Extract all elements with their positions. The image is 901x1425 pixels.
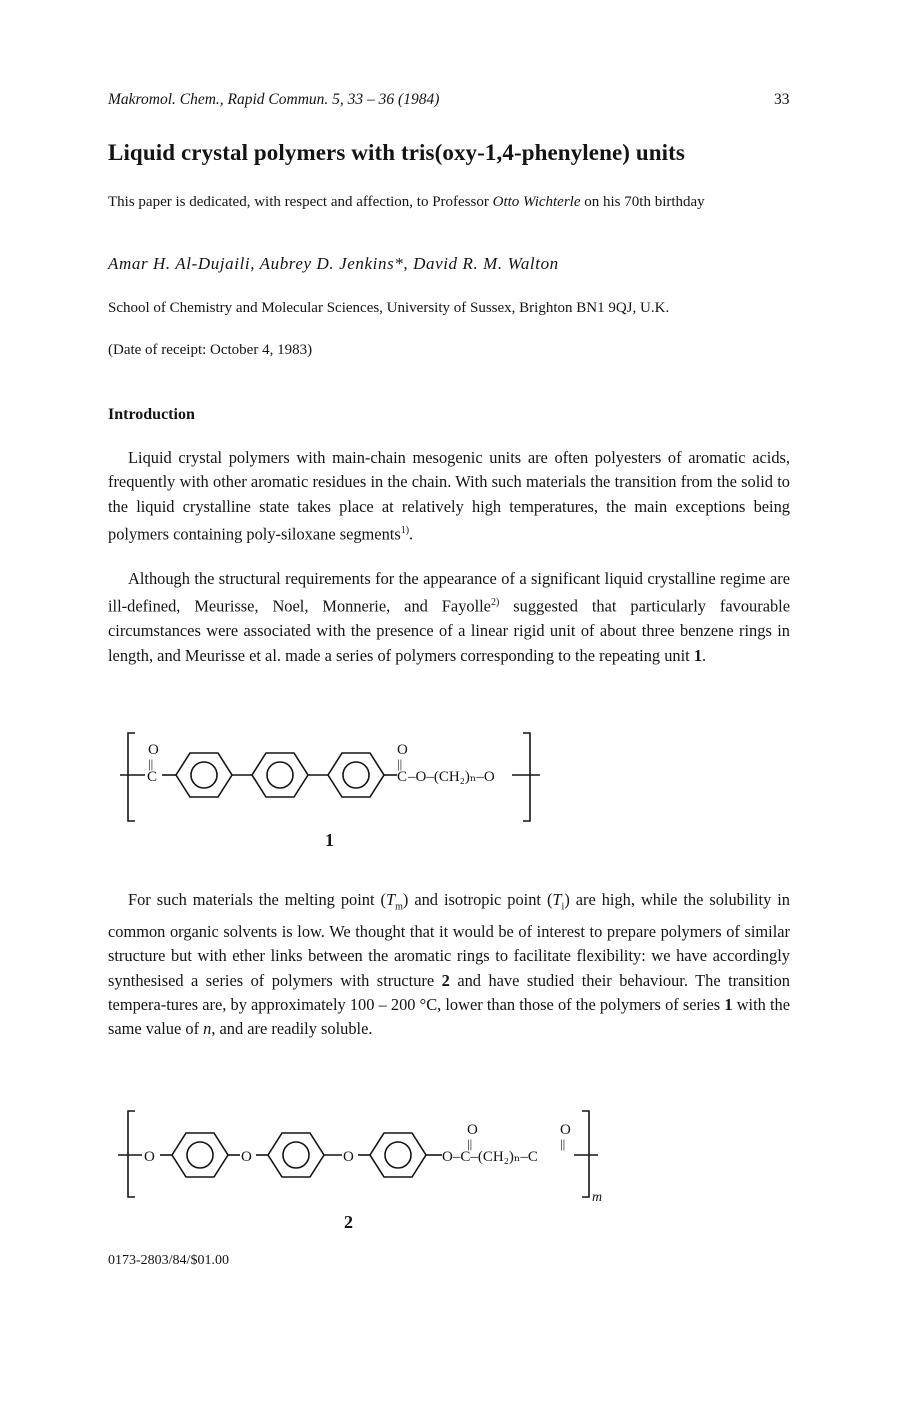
paragraph-3-text-4: and have studied their behaviour. The transition tempera-tures are, by approximately 100 – 200 °C, lower than those of the polymers of series <box>108 970 790 1014</box>
ether-oxygen-1: O <box>144 1149 155 1165</box>
paragraph-2 <box>108 567 790 668</box>
benzene-ring-2 <box>252 753 308 797</box>
carbonyl-carbon-1a: C <box>147 769 158 785</box>
benzene-ring-1 <box>176 753 232 797</box>
bracket-right-2 <box>582 1111 589 1197</box>
ester-chain-1: –O–(CH₂)ₙ–O <box>408 769 495 785</box>
bracket-left-1 <box>128 733 135 821</box>
article-title: Liquid crystal polymers with tris(oxy-1,4-phenylene) units <box>108 140 685 165</box>
bracket-left-2 <box>128 1111 135 1197</box>
carbonyl-carbon-1b: C <box>397 769 408 785</box>
phenylene-ring-1 <box>172 1133 228 1177</box>
carbonyl-oxygen-1b: O <box>397 742 408 758</box>
reference-2: 2) <box>490 597 500 609</box>
paragraph-1-text: Liquid crystal polymers with main-chain mesogenic units are often polyesters of aromatic acids, frequently with other aromatic residues in the chain. With such materials the transition from the solid to the liquid crystalline state takes place at relatively high temperatures, the main exceptions being polymers containing poly-siloxane segments <box>108 448 790 544</box>
paragraph-3-text-2: ) and isotropic point ( <box>402 890 553 909</box>
dedication-text-before: This paper is dedicated, with respect and affection, to Professor <box>108 194 493 210</box>
carbonyl-oxygen-2a: O <box>467 1122 478 1138</box>
carbonyl-oxygen-2b: O <box>560 1122 571 1138</box>
paragraph-3-text-5: with the same value of <box>108 994 791 1039</box>
compound-label-2: 2 <box>344 1212 353 1232</box>
carbonyl-oxygen-1a: O <box>148 742 159 758</box>
benzene-ring-3 <box>328 753 384 797</box>
page-number: 33 <box>774 91 790 108</box>
chemical-structure-1 <box>100 725 560 855</box>
paragraph-2-text-1: Although the structural requirements for the appearance of a significant liquid crystalline regime are ill-defined, Meurisse, Noel, Monnerie, and Fayolle <box>108 569 790 616</box>
footer-code: 0173-2803/84/$01.00 <box>108 1253 229 1268</box>
double-bond-1b: || <box>397 756 403 771</box>
symbol-t-m: T <box>385 890 396 909</box>
paragraph-3-text-1: For such materials the melting point ( <box>128 890 386 909</box>
phenylene-ring-3 <box>370 1133 426 1177</box>
double-bond-1a: || <box>148 756 154 771</box>
compound-ref-1b: 1 <box>724 994 733 1014</box>
compound-ref-1: 1 <box>693 645 703 665</box>
affiliation: School of Chemistry and Molecular Sciences, University of Sussex, Brighton BN1 9QJ, U.K. <box>108 300 670 316</box>
double-bond-2a: || <box>467 1136 473 1151</box>
subscript-i: i <box>561 901 565 913</box>
compound-label-1: 1 <box>325 830 334 850</box>
paragraph-3-text-6: , and are readily soluble. <box>211 1019 373 1039</box>
ether-oxygen-2: O <box>241 1149 252 1165</box>
ester-chain-2: O–C–(CH₂)ₙ–C <box>442 1149 538 1165</box>
dedication <box>108 192 798 212</box>
dedication-text-after: on his 70th birthday <box>580 194 705 210</box>
reference-1: 1) <box>400 525 410 537</box>
phenylene-ring-2 <box>268 1133 324 1177</box>
date-of-receipt: (Date of receipt: October 4, 1983) <box>108 342 313 358</box>
paragraph-3-text-3: ) are high, while the solubility in common organic solvents is low. We thought that it would be of interest to prepare polymers of similar structure but with ether links between the aromatic rings to facilitate flexibility: we have accordingly synthesised a series of polymers with structure <box>108 890 790 990</box>
ether-oxygen-3: O <box>343 1149 354 1165</box>
paragraph-2-text-2: suggested that particularly favourable circumstances were associated with the presence of a linear rigid unit of about three benzene rings in length, and Meurisse et al. made a series of polymers corresponding to the repeating unit <box>108 596 790 665</box>
paragraph-1-end: . <box>409 524 414 544</box>
bracket-right-1 <box>523 733 530 821</box>
paragraph-1 <box>108 446 790 547</box>
journal-citation: Makromol. Chem., Rapid Commun. 5, 33 – 36 (1984) <box>108 91 440 108</box>
compound-ref-2: 2 <box>441 970 450 990</box>
symbol-t-i: T <box>552 890 562 909</box>
subscript-m: m <box>395 901 403 913</box>
authors: Amar H. Al-Dujaili, Aubrey D. Jenkins*, David R. M. Walton <box>108 254 559 273</box>
dedication-name: Otto Wichterle <box>492 194 581 210</box>
paragraph-3 <box>108 888 790 1042</box>
repeat-subscript-m: m <box>592 1190 603 1205</box>
paragraph-2-end: . <box>702 645 707 665</box>
symbol-n: n <box>203 1019 212 1039</box>
section-heading: Introduction <box>108 406 195 423</box>
double-bond-2b: || <box>560 1136 566 1151</box>
chemical-structure-2 <box>100 1105 620 1235</box>
